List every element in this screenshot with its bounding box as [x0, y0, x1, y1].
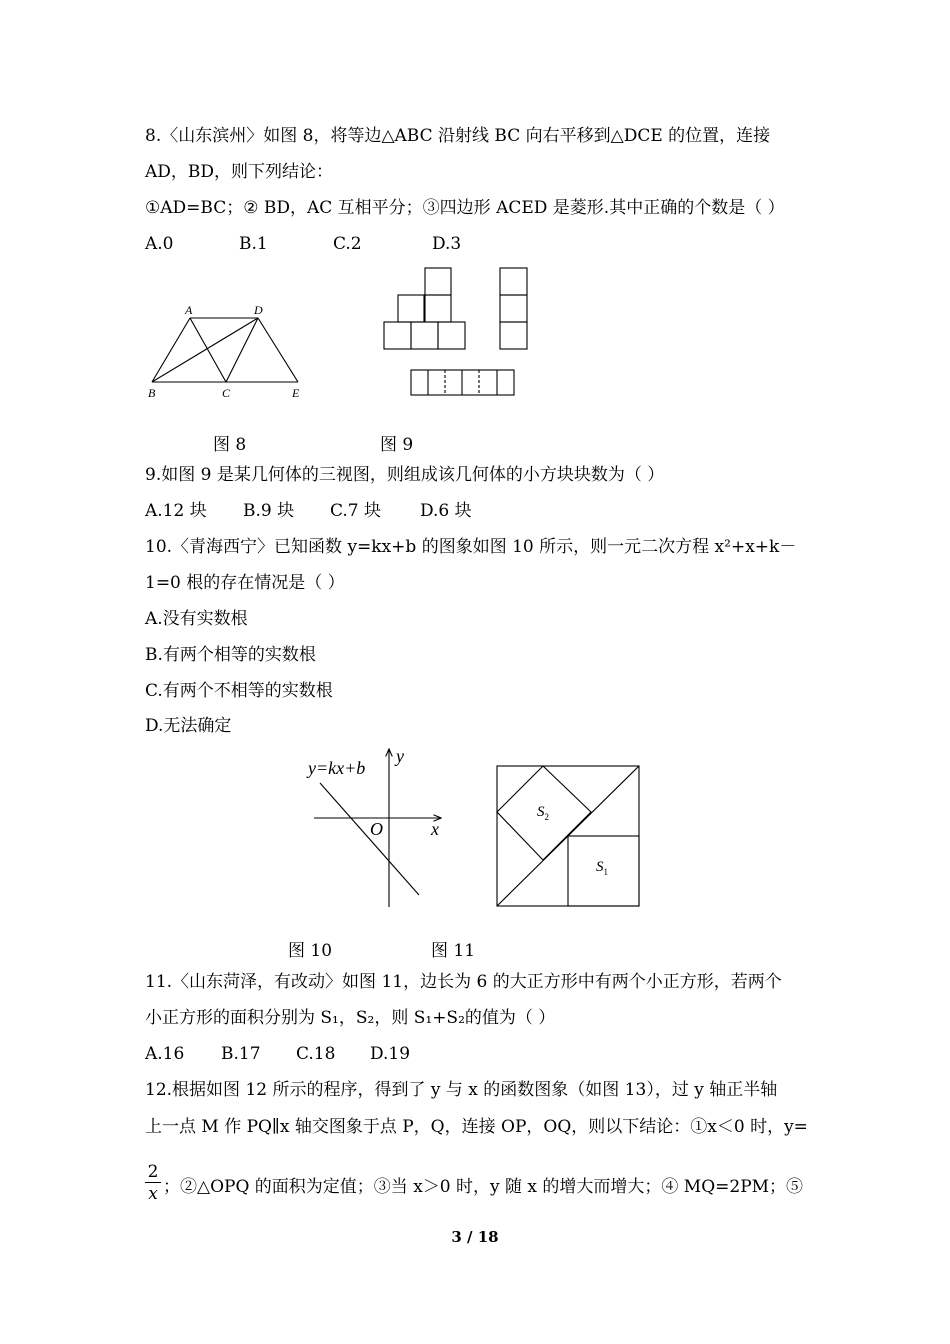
q11-option-c: C.18	[296, 1044, 336, 1064]
fig8-line-ac	[190, 318, 226, 382]
q11-options	[145, 1044, 410, 1064]
fig8-caption: 图 8	[213, 435, 247, 455]
figure-9	[380, 264, 530, 400]
fig11-s2-label: $S_2$	[537, 804, 549, 822]
fig10-origin-label: O	[370, 819, 383, 839]
fig9-side-top	[500, 268, 527, 295]
q9-line1: 9.如图 9 是某几何体的三视图，则组成该几何体的小方块块数为（ ）	[145, 465, 665, 485]
figure-11	[495, 764, 643, 910]
q10-line1: 10.〈青海西宁〉已知函数 y=kx+b 的图象如图 10 所示，则一元二次方程 x²+x+k－	[145, 537, 797, 557]
fig9-front-bottom-2	[411, 322, 438, 349]
fig9-side-bottom	[500, 322, 527, 349]
fig9-caption: 图 9	[380, 435, 414, 455]
q10-option-a: A.没有实数根	[145, 609, 248, 629]
fig10-x-label: x	[431, 819, 439, 839]
q10-line2: 1=0 根的存在情况是（ ）	[145, 573, 345, 593]
fig9-front-top-block	[425, 268, 451, 295]
fig9-front-bottom-1	[384, 322, 411, 349]
q9-option-d: D.6 块	[420, 501, 472, 521]
q11-option-d: D.19	[370, 1044, 411, 1064]
figure-8	[140, 300, 320, 405]
q8-option-b: B.1	[239, 234, 268, 254]
q9-option-b: B.9 块	[243, 501, 295, 521]
q10-option-b: B.有两个相等的实数根	[145, 645, 316, 665]
fig10-function-label: y=kx+b	[308, 758, 366, 778]
q12-fraction-denominator: x	[148, 1184, 158, 1204]
fig8-label-e: E	[292, 386, 300, 400]
fig8-line-de	[258, 318, 298, 382]
fig10-y-label: y	[396, 746, 404, 766]
fig10-function-line	[320, 783, 419, 895]
fig8-label-a: A	[185, 303, 193, 317]
q8-options	[145, 234, 461, 254]
q9-options	[145, 501, 472, 521]
q10-option-c: C.有两个不相等的实数根	[145, 681, 333, 701]
figure-10	[300, 742, 460, 912]
fig8-label-c: C	[222, 386, 231, 400]
fig8-label-b: B	[148, 386, 156, 400]
q12-line1: 12.根据如图 12 所示的程序，得到了 y 与 x 的函数图象（如图 13），过 y 轴正半轴	[145, 1080, 778, 1100]
q11-option-b: B.17	[221, 1044, 261, 1064]
fig11-caption: 图 11	[431, 941, 476, 961]
q8-option-d: D.3	[432, 234, 462, 254]
q11-line1: 11.〈山东菏泽，有改动〉如图 11，边长为 6 的大正方形中有两个小正方形，若两个	[145, 972, 782, 992]
q8-option-a: A.0	[145, 234, 174, 254]
fig9-side-mid	[500, 295, 527, 322]
q12-line3: ；②△OPQ 的面积为定值；③当 x＞0 时，y 随 x 的增大而增大；④ MQ=2PM；⑤	[163, 1177, 804, 1197]
fig9-front-mid-left-block	[398, 295, 424, 322]
q8-line3: ①AD=BC；② BD，AC 互相平分；③四边形 ACED 是菱形.其中正确的个数是（ ）	[145, 198, 785, 218]
fig8-line-ba	[152, 318, 190, 382]
q8-line2: AD，BD，则下列结论：	[145, 162, 334, 182]
q9-option-a: A.12 块	[145, 501, 207, 521]
fig9-front-mid-right-block	[425, 295, 451, 322]
q12-fraction-numerator: 2	[145, 1162, 161, 1183]
q12-line2: 上一点 M 作 PQ∥x 轴交图象于点 P，Q，连接 OP，OQ，则以下结论：①x＜0 时，y=	[145, 1117, 808, 1137]
fig9-front-bottom-3	[438, 322, 465, 349]
q11-line2: 小正方形的面积分别为 S₁，S₂，则 S₁+S₂的值为（ ）	[145, 1008, 556, 1028]
page-number: 3 / 18	[451, 1228, 499, 1246]
q8-line1: 8.〈山东滨州〉如图 8，将等边△ABC 沿射线 BC 向右平移到△DCE 的位置，连接	[145, 126, 771, 146]
q10-option-d: D.无法确定	[145, 716, 232, 736]
q11-option-a: A.16	[145, 1044, 185, 1064]
q12-fraction	[145, 1162, 161, 1205]
q9-option-c: C.7 块	[330, 501, 382, 521]
fig10-caption: 图 10	[288, 941, 333, 961]
q8-option-c: C.2	[333, 234, 362, 254]
fig8-label-d: D	[254, 303, 263, 317]
fig11-s1-label: $S_1$	[596, 859, 608, 877]
